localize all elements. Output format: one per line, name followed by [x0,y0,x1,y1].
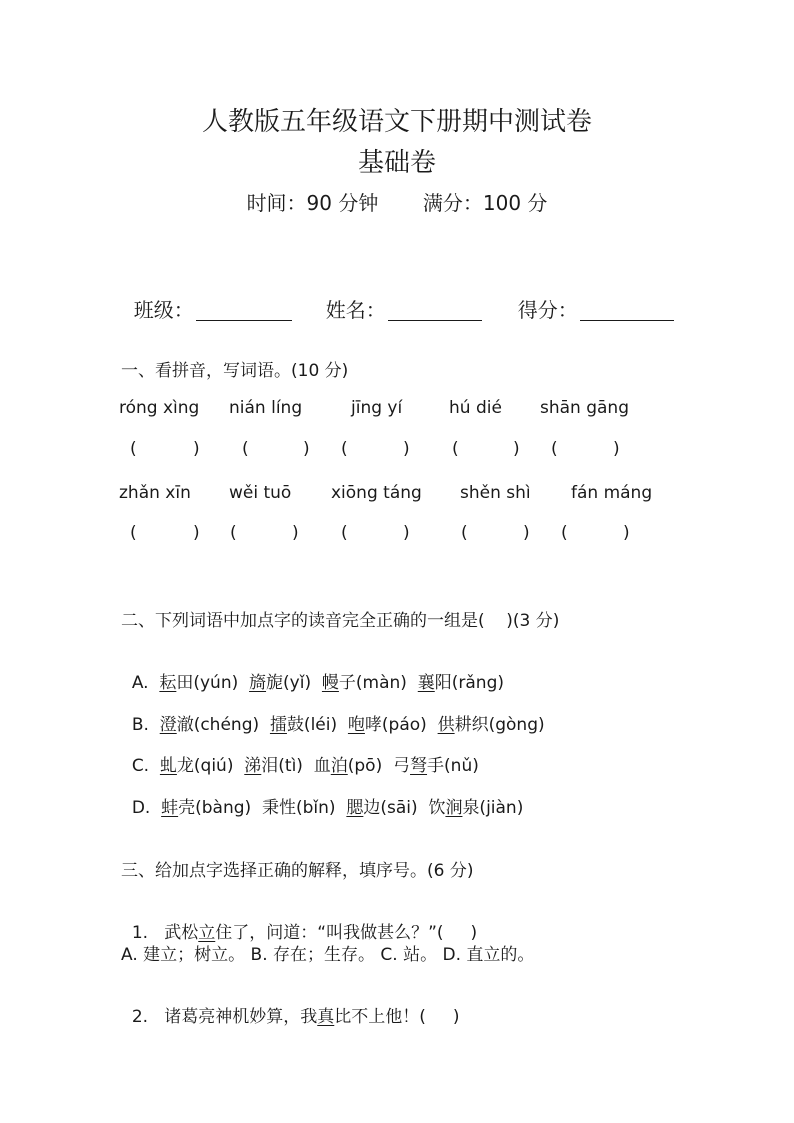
reading: 边(sāi) [363,798,418,818]
answer-paren-open: ( [130,523,137,543]
answer-paren-close: ) [193,439,200,459]
section1-heading: 一、看拼音，写词语。(10 分) [121,361,349,381]
question-1-options: A. 建立；树立。 B. 存在；生存。 C. 站。 D. 直立的。 [121,945,535,965]
option-letter: C. [131,756,150,776]
question-2 [121,982,460,1027]
class-field[interactable] [121,270,292,323]
pinyin-item: nián líng [229,398,303,418]
answer-paren-close: ) [613,439,620,459]
question-text: 诸葛亮神机妙算，我 [164,1007,318,1027]
plain-char: 血 [313,756,331,776]
plain-char: 秉 [261,798,279,818]
answer-paren-open: ( [341,523,348,543]
pinyin-item: xiōng táng [331,483,422,503]
exam-time: 时间：90 分钟 [246,191,379,215]
reading: 泪(tì) [261,756,303,776]
pinyin-item: wěi tuō [229,483,292,503]
option-b[interactable] [121,690,545,735]
answer-paren-open: ( [561,523,568,543]
pinyin-item: róng xìng [119,398,200,418]
dotted-char: 擂 [269,715,287,735]
reading: 壳(bàng) [178,798,252,818]
dotted-char: 供 [437,715,455,735]
question-text: 住了，问道：“叫我做甚么？”( ) [215,923,478,943]
dotted-char: 襄 [417,673,435,693]
answer-paren-close: ) [403,523,410,543]
pinyin-item: zhǎn xīn [119,483,191,503]
plain-char: 饮 [428,798,446,818]
question-text: 比不上他！( ) [334,1007,460,1027]
name-blank[interactable] [388,298,482,321]
dotted-char: 立 [198,923,216,943]
reading: 哮(páo) [364,715,427,735]
dotted-char: 虬 [159,756,177,776]
exam-info [0,187,794,216]
dotted-char: 幔 [321,673,339,693]
dotted-char: 弩 [410,756,428,776]
question-number: 1. [131,923,149,943]
dotted-char: 澄 [159,715,177,735]
answer-paren-open: ( [242,439,249,459]
reading: 龙(qiú) [176,756,234,776]
plain-char: 弓 [393,756,411,776]
reading: 耕织(gòng) [454,715,545,735]
answer-paren-close: ) [523,523,530,543]
answer-paren-open: ( [452,439,459,459]
option-d[interactable] [121,773,523,818]
reading: 手(nǔ) [427,756,479,776]
answer-paren-close: ) [303,439,310,459]
dotted-char: 腮 [346,798,364,818]
dotted-char: 涕 [244,756,262,776]
page-title: 人教版五年级语文下册期中测试卷 [201,107,592,137]
option-c[interactable] [121,731,479,776]
dotted-char: 泊 [330,756,348,776]
option-a[interactable] [121,648,504,693]
dotted-char: 咆 [347,715,365,735]
section3-heading: 三、给加点字选择正确的解释，填序号。(6 分) [121,861,474,881]
name-field[interactable] [313,270,482,323]
question-1 [121,898,477,943]
reading: 田(yún) [176,673,239,693]
answer-paren-close: ) [292,523,299,543]
class-label: 班级： [133,298,194,322]
reading: (pō) [347,756,383,776]
exam-full-score: 满分：100 分 [422,191,548,215]
pinyin-item: hú dié [449,398,502,418]
reading: 性(bǐn) [278,798,336,818]
score-field[interactable] [505,270,674,323]
question-text: 武松 [164,923,199,943]
pinyin-item: shěn shì [460,483,531,503]
dotted-char: 真 [317,1007,335,1027]
option-letter: A. [131,673,149,693]
answer-paren-close: ) [623,523,630,543]
answer-paren-open: ( [130,439,137,459]
dotted-char: 耘 [159,673,177,693]
section2-heading: 二、下列词语中加点字的读音完全正确的一组是( )(3 分) [121,611,560,631]
answer-paren-open: ( [461,523,468,543]
answer-paren-close: ) [513,439,520,459]
reading: 子(màn) [338,673,407,693]
reading: 泉(jiàn) [462,798,524,818]
answer-paren-open: ( [551,439,558,459]
dotted-char: 蚌 [161,798,179,818]
score-blank[interactable] [580,298,674,321]
reading: 鼓(léi) [286,715,338,735]
name-label: 姓名： [325,298,386,322]
score-label: 得分： [517,298,578,322]
class-blank[interactable] [196,298,292,321]
answer-paren-close: ) [193,523,200,543]
answer-paren-open: ( [341,439,348,459]
pinyin-item: jīng yí [351,398,403,418]
reading: 阳(rǎng) [434,673,505,693]
question-number: 2. [131,1007,149,1027]
reading: 澈(chéng) [176,715,260,735]
option-letter: B. [131,715,149,735]
pinyin-item: fán máng [571,483,653,503]
dotted-char: 涧 [445,798,463,818]
dotted-char: 旖 [249,673,267,693]
pinyin-item: shān gāng [540,398,630,418]
answer-paren-close: ) [403,439,410,459]
reading: 旎(yǐ) [266,673,312,693]
page-subtitle: 基础卷 [357,148,436,178]
option-letter: D. [131,798,151,818]
answer-paren-open: ( [230,523,237,543]
